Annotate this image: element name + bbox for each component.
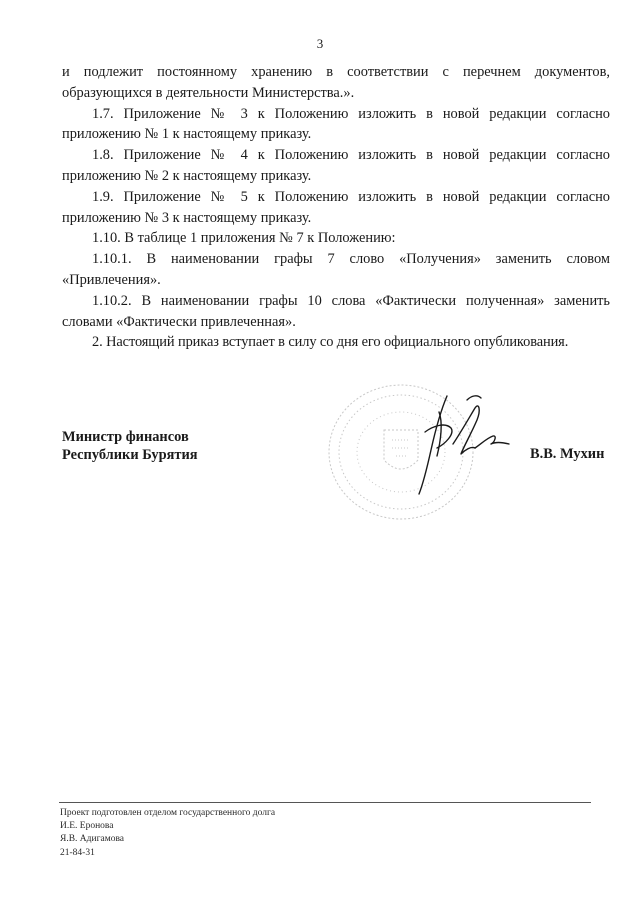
signer-position-line2: Республики Бурятия [62, 447, 198, 463]
signer-position-line1: Министр финансов [62, 429, 189, 445]
paragraph-1-7: 1.7. Приложение № 3 к Положению изложить в новой редакции согласно приложению № 1 к настоящему приказу. [62, 105, 610, 143]
paragraph-continuation: и подлежит постоянному хранению в соответствии с перечнем документов, образующихся в деятельности Министерства.». [62, 64, 610, 101]
paragraph-2: 2. Настоящий приказ вступает в силу со дня его официального опубликования. [92, 334, 569, 351]
signer-position [62, 428, 198, 464]
paragraph-1-9: 1.9. Приложение № 5 к Положению изложить в новой редакции согласно приложению № 3 к настоящему приказу. [62, 188, 610, 226]
footer-phone: 21-84-31 [60, 847, 95, 858]
paragraph-1-10-2: 1.10.2. В наименовании графы 10 слова «Фактически полученная» заменить словами «Фактически привлеченная». [62, 292, 610, 330]
footer-author-1: И.Е. Еронова [60, 821, 114, 832]
signer-name: В.В. Мухин [530, 446, 605, 462]
paragraph-1-8: 1.8. Приложение № 4 к Положению изложить в новой редакции согласно приложению № 2 к настоящему приказу. [62, 147, 610, 184]
footer-author-2: Я.В. Адигамова [60, 834, 125, 845]
page-number: 3 [316, 36, 324, 51]
document-body [62, 62, 610, 353]
paragraph-1-10: 1.10. В таблице 1 приложения № 7 к Положению: [92, 230, 396, 247]
footer-note [60, 807, 275, 860]
handwritten-signature-icon [405, 392, 515, 497]
footer-divider [59, 802, 591, 803]
paragraph-1-10-1: 1.10.1. В наименовании графы 7 слово «Получения» заменить словом «Привлечения». [62, 251, 610, 288]
footer-prepared-by: Проект подготовлен отделом государственного долга [60, 808, 276, 818]
